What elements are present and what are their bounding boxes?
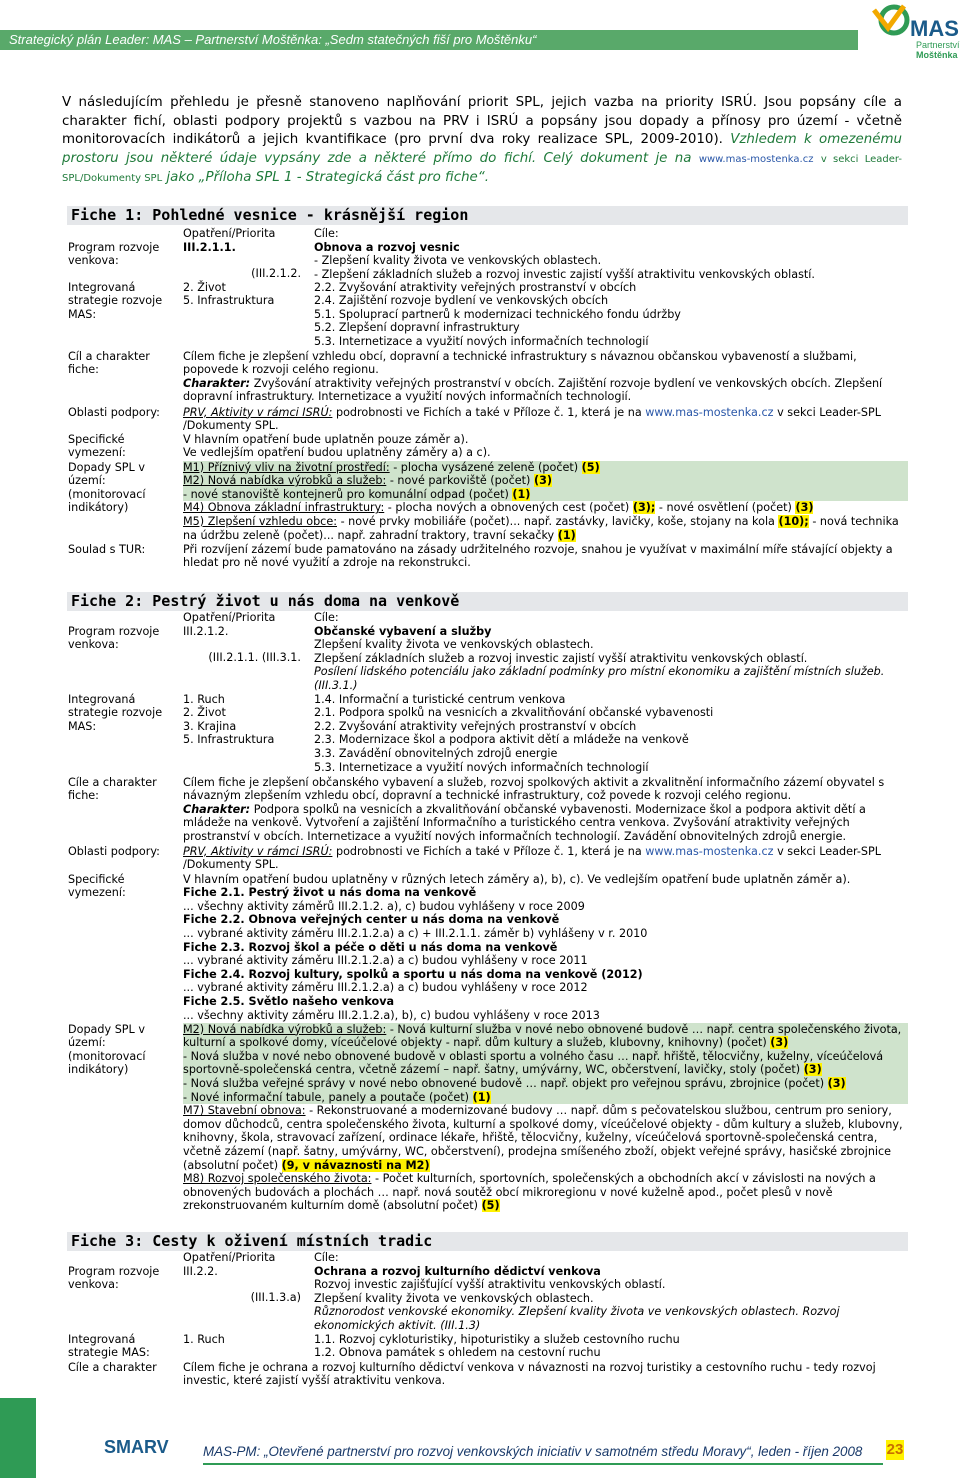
logo-name: MAS (910, 16, 959, 41)
fiche-3: Fiche 3: Cesty k oživení místních tradic Opatření/Priorita Cíle: Program rozvoje venkova: III.2.2. (III.1.3.a) Ochrana a rozvoj kulturního dědictví venkova Rozvoj investic zajišťující vyšší atraktivitu venkovských oblastí. Zlepšení kvality života ve venkovských oblastech. Různorodost venkovské ekonomiky. Zlepšení kvality života ve venkovských oblastech. Rozvoj ekonomických aktivit. (III.1.3) Integrovaná strategie MAS: 1. Ruch 1.1. Rozvoj cykloturistiky, hipoturistiky a služeb cestovního ruchu 1.2. Obnova památek s ohledem na cestovní ruchu Cíle a charakter Cílem fiche je ochrana a rozvoj kulturního dědictví venkova v návaznosti na rozvoj turistiky a cestovního ruchu - tedy rozvoj investic, které zajistí vyšší atraktivitu venkova. (68, 1232, 908, 1388)
logo-sub2: Moštěnka (916, 50, 958, 60)
fiche-2-title: Fiche 2: Pestrý život u nás doma na venkově (67, 592, 908, 611)
footer-divider (203, 1463, 883, 1465)
fiche-2: Fiche 2: Pestrý život u nás doma na venkově Opatření/Priorita Cíle: Program rozvoje venkova: III.2.1.2. (III.2.1.1. (III.3.1. Občanské vybavení a služby Zlepšení kvality života ve venkovských oblastech. Zlepšení základních služeb a rozvoj investic zajistí vyšší atraktivitu venkovských oblastí. Posílení lidského potenciálu jako základní podmínky pro místní ekonomiku a zajištění místních služeb. (III.3.1.) Integrovaná strategie rozvoje MAS: 1. Ruch 2. Život 3. Krajina 5. Infrastruktura 1.4. Informační a turistické centrum venkova 2.1. Podpora spolků na vesnicích a zkvalitňování občanské vybavenosti 2.2. Zvyšování atraktivity veřejných prostranství v obcích 2.3. Modernizace škol a podpora aktivit dětí a mládeže na venkově 3.3. Zavádění obnovitelných zdrojů energie 5.3. Internetizace a využití nových informačních technologií Cíle a charakter fiche: Cílem fiche je zlepšení občanského vybavení a služeb, rozvoj spolkových aktivit a zkvalitnění informačního zázemí obyvatel s návazným zlepšením vzhledu obcí, dopravní a technické infrastruktury, což povede k rozvoji celého regionu. Charakter: Podpora spolků na vesnicích a zkvalitňování občanské vybavenosti. Modernizace škol a podpora aktivit dětí a mládeže na venkově. Vytvoření a zajištění Informačního a turistického centra venkova. Zvyšování atraktivity veřejných prostranství v obcích. Internetizace a využití nových informačních technologií. Zavádění obnovitelných zdrojů energie. Oblasti podpory: PRV, Aktivity v rámci ISRÚ: podrobnosti ve Fichích a také v Příloze č. 1, která je na www.mas-mostenka.cz v sekci Leader-SPL /Dokumenty SPL. Specifické vymezení: V hlavním opatření budou uplatněny v různých letech záměry a), b), c). Ve vedlejším opatření bude uplatněn záměr a). Fiche 2.1. Pestrý život u nás doma na venkově ... všechny aktivity záměrů III.2.1.2. a), c) budou vyhlášeny v roce 2009 Fiche 2.2. Obnova veřejných center u nás doma na venkově ... vybrané aktivity záměru III.2.1.2.a) a c) + III.2.1.1. záměr b) vyhlášeny v r. 2010 Fiche 2.3. Rozvoj škol a péče o děti u nás doma na venkově ... vybrané aktivity záměru III.2.1.2.a) a c) budou vyhlášeny v roce 2011 Fiche 2.4. Rozvoj kultury, spolků a sportu u nás doma na venkově (2012) ... vybrané aktivity záměru III.2.1.2.a) a c) budou vyhlášeny v roce 2012 Fiche 2.5. Světlo našeho venkova ... všechny aktivity záměru III.2.1.2.a), b), c) budou vyhlášeny v roce 2013 Dopady SPL v území: (monitorovací indikátory) M2) Nová nabídka výrobků a služeb: - Nová kulturní služba v nové nebo obnovené budově … např. centra společenského života, kulturní a spolkové domy, víceúčelové objekty - např. dům kultury a služeb, klubovny, knihovny) (počet) (3) - Nová služba v nové nebo obnovené budově v oblasti sportu a volného času … např. hřiště, tělocvičny, kuželny, víceúčelová sportovně-společenská centra, včetně zázemí – např. šatny, umývárny, WC, občerstvení, lavičky, stoly (počet) (3) - Nová služba veřejné správy v nové nebo obnovené budově … např. objekt pro veřejnou správu, zbrojnice (počet) (3) - Nové informační tabule, panely a poutače (počet) (1) M7) Stavební obnova: - Rekonstruované a modernizované budovy … např. dům s pečovatelskou službou, centrum pro seniory, domov důchodců, centra společenského života, kulturní a spolkové domy, víceúčelové objekty - dům kultury a služeb, klubovny, knihovny, škola, stravovací zařízení, ordinace lékaře, hřiště, tělocvičny, kuželny, víceúčelová sportovně-společenská centra, včetně zázemí (např. šatny, umývárny, WC, občerstvení), prodejna smíšeného zboží, objekt veřejné správy, hasičské zbrojnice (absolutní počet) (9, v návaznosti na M2) M8) Rozvoj společenského života: - Počet kulturních, sportovních, společenských a obchodních akcí v závislosti na nových a obnovených budovách a plochách … např. nová soutěž obcí mikroregionu v nové kuželně apod., počet plesů v nově zrekonstruovaném kulturním domě (absolutní počet) (5) (68, 592, 908, 1213)
fiche-1: Fiche 1: Pohledné vesnice - krásnější region Opatření/Priorita Cíle: Program rozvoje venkova: III.2.1.1. (III.2.1.2. Obnova a rozvoj vesnic - Zlepšení kvality života ve venkovských oblastech. - Zlepšení základních služeb a rozvoj investic zajistí vyšší atraktivitu venkovských oblastí. Integrovaná strategie rozvoje MAS: 2. Život 5. Infrastruktura 2.2. Zvyšování atraktivity veřejných prostranství v obcích 2.4. Zajištění rozvoje bydlení ve venkovských obcích 5.1. Spoluprací partnerů k modernizaci technického fondu údržby 5.2. Zlepšení dopravní infrastruktury 5.3. Internetizace a využití nových informačních technologií Cíl a charakter fiche: Cílem fiche je zlepšení vzhledu obcí, dopravní a technické infrastruktury s návaznou občanskou vybaveností a službami, popovede k rozvoji celého regionu. Charakter: Zvyšování atraktivity veřejných prostranství v obcích. Zajištění rozvoje bydlení ve venkovských obcích. Zlepšení dopravní infrastruktury. Internetizace a využití nových informačních technologií. Oblasti podpory: PRV, Aktivity v rámci ISRÚ: podrobnosti ve Fichích a také v Příloze č. 1, která je na www.mas-mostenka.cz v sekci Leader-SPL /Dokumenty SPL. Specifické vymezení: V hlavním opatření bude uplatněn pouze záměr a). Ve vedlejším opatření budou uplatněny záměry a) a c). Dopady SPL v území: (monitorovací indikátory) M1) Příznivý vliv na životní prostředí: - plocha vysázené zeleně (počet) (5) M2) Nová nabídka výrobků a služeb: - nové parkoviště (počet) (3) - nové stanoviště kontejnerů pro komunální odpad (počet) (1) M4) Obnova základní infrastruktury: - plocha nových a obnovených cest (počet) (3); - nové osvětlení (počet) (3) M5) Zlepšení vzhledu obce: - nové prvky mobiliáře (počet)... např. zastávky, lavičky, koše, stojany na kola (10); - nová technika na údržbu zeleně (počet)... např. zahradní traktory, travní sekačky (1) Soulad s TUR: Při rozvíjení zázemí bude pamatováno na zásady udržitelného rozvoje, snahou je využívat v maximální míře stávající objekty a hledat pro ně nové využití a zdroje na rekonstrukci. (68, 206, 908, 570)
intro-paragraph: V následujícím přehledu je přesně stanoveno naplňování priorit SPL, jejich vazba na priority ISRÚ. Jsou popsány cíle a charakter fichí, oblasti podpory projektů s vazbou na PRV i ISRÚ a popsány jsou dopady a přínosy pro území - včetně monitorovacích indikátorů a jejich kvantifikace (pro první dva roky realizace SPL, 2009-2010). Vzhledem k omezenému prostoru jsou některé údaje vypsány zde a některé přímo do fichí. Celý dokument je na www.mas-mostenka.cz v sekci Leader-SPL/Dokumenty SPL jako „Příloha SPL 1 - Strategická část pro fiche“. (62, 95, 902, 185)
fiche-1-title: Fiche 1: Pohledné vesnice - krásnější region (67, 206, 908, 225)
smarv-logo: SMARV (104, 1437, 169, 1457)
footer-text: MAS-PM: „Otevřené partnerství pro rozvoj venkovských iniciativ v samotném středu Moravy“, leden - říjen 2008 (203, 1444, 863, 1459)
fiche-1-link[interactable]: www.mas-mostenka.cz (645, 405, 774, 419)
page-header: Strategický plán Leader: MAS – Partnerství Moštěnka: „Sedm statečných fiší pro Moštěnku“ (0, 30, 858, 50)
mas-logo (866, 0, 960, 64)
label-program: Program rozvoje venkova: (68, 240, 160, 268)
logo-sub1: Partnerství (916, 40, 960, 50)
fiche-2-link[interactable]: www.mas-mostenka.cz (645, 844, 774, 858)
fiche-3-title: Fiche 3: Cesty k oživení místních tradic (67, 1232, 908, 1251)
leader-stripe (0, 1398, 36, 1478)
intro-url[interactable]: www.mas-mostenka.cz (698, 153, 814, 165)
page-number: 23 (886, 1441, 904, 1458)
